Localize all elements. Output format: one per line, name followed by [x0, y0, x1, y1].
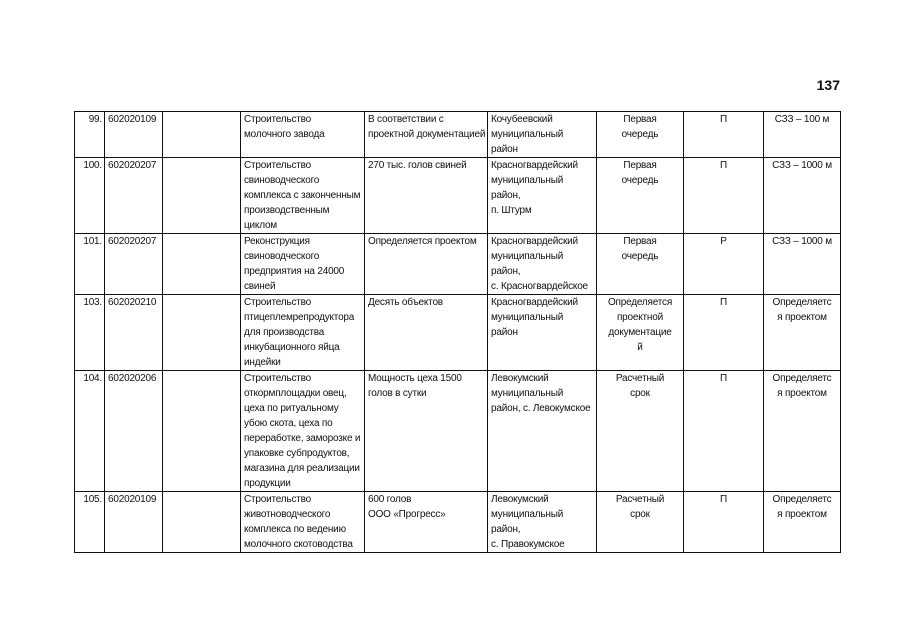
row-number-cell: 105. — [75, 492, 105, 553]
type-cell: П — [684, 492, 764, 553]
cell-line: Определяетс — [772, 373, 832, 384]
empty-cell — [163, 158, 241, 234]
page-number: 137 — [816, 77, 840, 93]
cell-line: переработке, заморозке и — [244, 433, 361, 444]
cell-line: п. Штурм — [491, 205, 532, 216]
cell-line: СЗЗ – 1000 м — [772, 160, 832, 171]
cell-line: индейки — [244, 357, 281, 368]
cell-line: Строительство — [244, 114, 311, 125]
cell-line: Определяется проектом — [368, 236, 477, 247]
table-row — [75, 234, 841, 295]
cell-line: с. Красногвардейское — [491, 281, 588, 292]
object-name-cell — [241, 158, 365, 234]
type-cell: П — [684, 112, 764, 158]
capacity-cell — [365, 492, 488, 553]
cell-line: В соответствии с — [368, 114, 444, 125]
cell-line: молочного завода — [244, 129, 325, 140]
code-cell: 602020207 — [105, 158, 163, 234]
type-cell: Р — [684, 234, 764, 295]
cell-line: Расчетный — [615, 494, 665, 505]
cell-line: циклом — [244, 220, 277, 231]
cell-line: предприятия на 24000 — [244, 266, 345, 277]
cell-line: 270 тыс. голов свиней — [368, 160, 467, 171]
objects-table — [74, 111, 841, 553]
empty-cell — [163, 234, 241, 295]
cell-line: молочного скотоводства — [244, 539, 353, 550]
cell-line: комплекса по ведению — [244, 524, 346, 535]
cell-line: ООО «Прогресс» — [368, 509, 446, 520]
table-row — [75, 295, 841, 371]
object-name-cell — [241, 112, 365, 158]
code-cell: 602020109 — [105, 492, 163, 553]
code-cell: 602020207 — [105, 234, 163, 295]
cell-line: животноводческого — [244, 509, 331, 520]
cell-line: район, — [491, 524, 521, 535]
type-cell: П — [684, 295, 764, 371]
cell-line: проектной документацией — [368, 129, 486, 140]
cell-line: свиней — [244, 281, 276, 292]
cell-line: инкубационного яйца — [244, 342, 340, 353]
table-row — [75, 371, 841, 492]
cell-line: комплекса с законченным — [244, 190, 361, 201]
zone-cell — [764, 371, 841, 492]
cell-line: птицеплемрепродуктора — [244, 312, 355, 323]
zone-cell — [764, 112, 841, 158]
cell-line: с. Правокумское — [491, 539, 565, 550]
location-cell — [488, 295, 597, 371]
stage-cell — [597, 371, 684, 492]
cell-line: для производства — [244, 327, 325, 338]
cell-line: магазина для реализации — [244, 463, 360, 474]
row-number-cell: 103. — [75, 295, 105, 371]
location-cell — [488, 234, 597, 295]
cell-line: я проектом — [777, 312, 827, 323]
code-cell: 602020210 — [105, 295, 163, 371]
cell-line: СЗЗ – 1000 м — [772, 236, 832, 247]
cell-line: район — [491, 327, 518, 338]
cell-line: продукции — [244, 478, 291, 489]
cell-line: очередь — [621, 175, 659, 186]
empty-cell — [163, 295, 241, 371]
stage-cell — [597, 112, 684, 158]
cell-line: Строительство — [244, 297, 311, 308]
cell-line: Первая — [623, 160, 657, 171]
stage-cell — [597, 492, 684, 553]
cell-line: Строительство — [244, 494, 311, 505]
cell-line: Строительство — [244, 373, 311, 384]
cell-line: срок — [630, 388, 650, 399]
object-name-cell — [241, 371, 365, 492]
cell-line: Красногвардейский — [491, 297, 578, 308]
type-cell: П — [684, 371, 764, 492]
cell-line: откормплощадки овец, — [244, 388, 347, 399]
cell-line: цеха по ритуальному — [244, 403, 339, 414]
location-cell — [488, 371, 597, 492]
table-row — [75, 492, 841, 553]
zone-cell — [764, 158, 841, 234]
empty-cell — [163, 492, 241, 553]
table-body — [75, 112, 841, 553]
cell-line: СЗЗ – 100 м — [774, 114, 830, 125]
cell-line: Первая — [623, 114, 657, 125]
code-cell: 602020109 — [105, 112, 163, 158]
capacity-cell — [365, 158, 488, 234]
location-cell — [488, 492, 597, 553]
cell-line: я проектом — [777, 388, 827, 399]
cell-line: проектной — [616, 312, 664, 323]
cell-line: Левокумский — [491, 494, 549, 505]
cell-line: Десять объектов — [368, 297, 443, 308]
empty-cell — [163, 112, 241, 158]
object-name-cell — [241, 234, 365, 295]
zone-cell — [764, 492, 841, 553]
cell-line: муниципальный — [491, 129, 564, 140]
cell-line: муниципальный — [491, 509, 564, 520]
cell-line: Красногвардейский — [491, 236, 578, 247]
cell-line: муниципальный — [491, 312, 564, 323]
cell-line: Мощность цеха 1500 — [368, 373, 462, 384]
object-name-cell — [241, 492, 365, 553]
cell-line: голов в сутки — [368, 388, 427, 399]
location-cell — [488, 158, 597, 234]
cell-line: Определяетс — [772, 494, 832, 505]
cell-line: свиноводческого — [244, 175, 320, 186]
cell-line: Красногвардейский — [491, 160, 578, 171]
cell-line: район, с. Левокумское — [491, 403, 591, 414]
cell-line: муниципальный — [491, 251, 564, 262]
empty-cell — [163, 371, 241, 492]
cell-line: муниципальный — [491, 388, 564, 399]
stage-cell — [597, 234, 684, 295]
cell-line: Первая — [623, 236, 657, 247]
table-row — [75, 158, 841, 234]
row-number-cell: 101. — [75, 234, 105, 295]
cell-line: Строительство — [244, 160, 311, 171]
zone-cell — [764, 295, 841, 371]
cell-line: я проектом — [777, 509, 827, 520]
cell-line: район, — [491, 266, 521, 277]
capacity-cell — [365, 295, 488, 371]
cell-line: Определяетс — [772, 297, 832, 308]
cell-line: упаковке субпродуктов, — [244, 448, 350, 459]
cell-line: очередь — [621, 129, 659, 140]
cell-line: убою скота, цеха по — [244, 418, 333, 429]
row-number-cell: 104. — [75, 371, 105, 492]
cell-line: документацие — [608, 327, 672, 338]
cell-line: Левокумский — [491, 373, 549, 384]
type-cell: П — [684, 158, 764, 234]
cell-line: район — [491, 144, 518, 155]
cell-line: район, — [491, 190, 521, 201]
cell-line: Реконструкция — [244, 236, 310, 247]
cell-line: очередь — [621, 251, 659, 262]
capacity-cell — [365, 234, 488, 295]
cell-line: 600 голов — [368, 494, 412, 505]
zone-cell — [764, 234, 841, 295]
cell-line: срок — [630, 509, 650, 520]
stage-cell — [597, 158, 684, 234]
cell-line: свиноводческого — [244, 251, 320, 262]
row-number-cell: 100. — [75, 158, 105, 234]
location-cell — [488, 112, 597, 158]
capacity-cell — [365, 371, 488, 492]
cell-line: Кочубеевский — [491, 114, 553, 125]
cell-line: Определяется — [607, 297, 673, 308]
cell-line: производственным — [244, 205, 330, 216]
object-name-cell — [241, 295, 365, 371]
row-number-cell: 99. — [75, 112, 105, 158]
stage-cell — [597, 295, 684, 371]
cell-line: й — [637, 342, 643, 353]
table-row — [75, 112, 841, 158]
cell-line: Расчетный — [615, 373, 665, 384]
cell-line: муниципальный — [491, 175, 564, 186]
capacity-cell — [365, 112, 488, 158]
code-cell: 602020206 — [105, 371, 163, 492]
